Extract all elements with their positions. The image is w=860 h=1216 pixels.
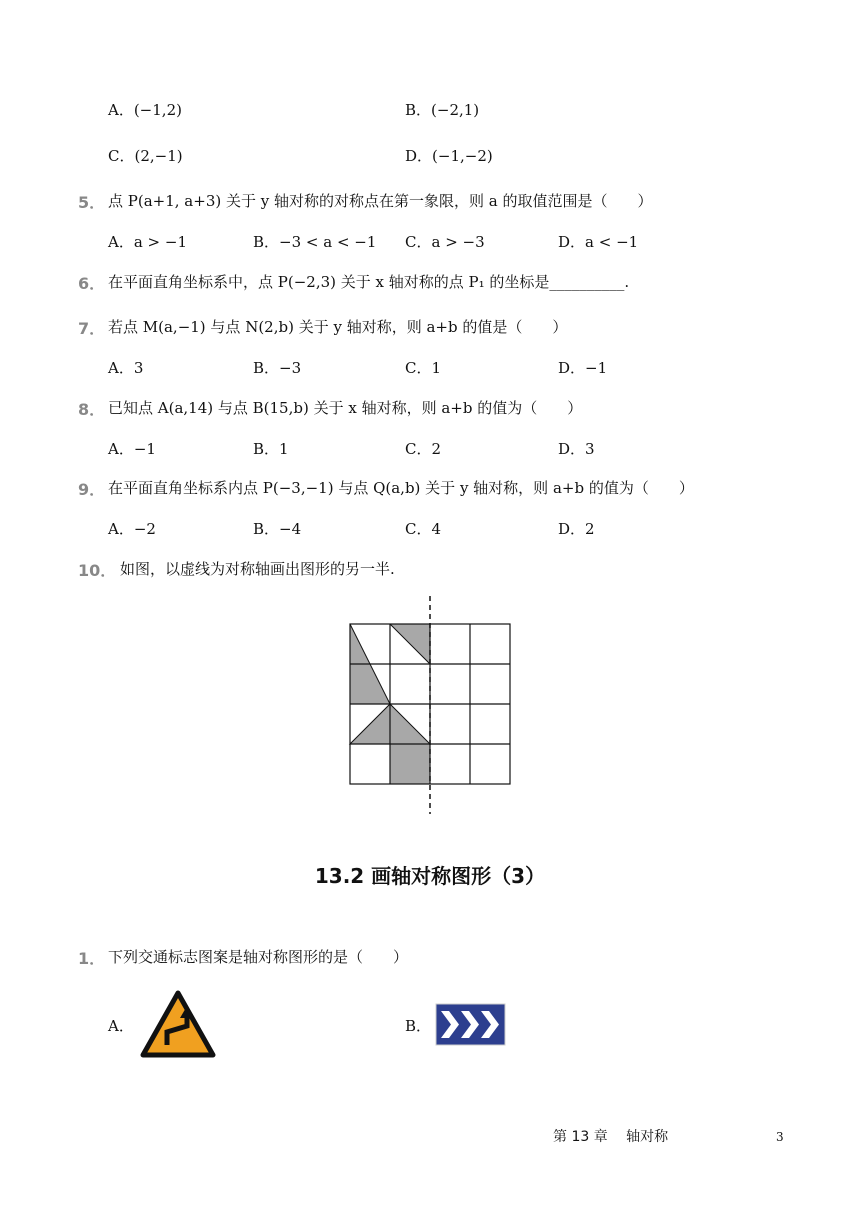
question-number: 7．: [78, 319, 106, 338]
question-number: 9．: [78, 480, 106, 499]
option-a: A．(−1,2): [108, 101, 182, 119]
zigzag-road-sign-icon: [140, 990, 216, 1058]
question-text: 在平面直角坐标系中，点 P(−2,3) 关于 x 轴对称的点 P₁ 的坐标是__________.: [108, 273, 630, 291]
option-a: A．a > −1: [108, 233, 187, 251]
option-d: D．2: [558, 520, 595, 538]
question-text: 如图，以虚线为对称轴画出图形的另一半.: [120, 560, 395, 578]
option-b: B．−4: [253, 520, 302, 538]
option-a: A．3: [108, 359, 144, 377]
question-text: 在平面直角坐标系内点 P(−3,−1) 与点 Q(a,b) 关于 y 轴对称，则 a+b 的值为（ ）: [108, 479, 694, 497]
option-c: C．a > −3: [405, 233, 485, 251]
option-a: A．−2: [108, 520, 156, 538]
section-title: 13.2 画轴对称图形（3）: [314, 864, 546, 888]
option-b-label: B．: [405, 1017, 432, 1035]
question-number: 8．: [78, 400, 106, 419]
option-b: B．1: [253, 440, 289, 458]
option-c: C．2: [405, 440, 442, 458]
shaded-triangle-mid-right: [390, 704, 430, 744]
option-d: D．−1: [558, 359, 608, 377]
option-b: B．(−2,1): [405, 101, 480, 119]
option-b: B．−3 < a < −1: [253, 233, 377, 251]
page-number: 3: [776, 1130, 784, 1144]
question-text: 若点 M(a,−1) 与点 N(2,b) 关于 y 轴对称，则 a+b 的值是（ ）: [108, 318, 568, 336]
question-text: 下列交通标志图案是轴对称图形的是（ ）: [108, 948, 409, 966]
question-text: 已知点 A(a,14) 与点 B(15,b) 关于 x 轴对称，则 a+b 的值为（ ）: [108, 399, 583, 417]
option-a-label: A．: [108, 1017, 134, 1035]
option-b: B．−3: [253, 359, 302, 377]
option-d: D．3: [558, 440, 595, 458]
question-text: 点 P(a+1, a+3) 关于 y 轴对称的对称点在第一象限，则 a 的取值范围是（ ）: [108, 192, 653, 210]
option-c: C．4: [405, 520, 442, 538]
shaded-square: [390, 744, 430, 784]
question-number: 1．: [78, 949, 106, 968]
option-c: C．1: [405, 359, 442, 377]
option-d: D．a < −1: [558, 233, 639, 251]
option-d: D．(−1,−2): [405, 147, 493, 165]
question-number: 10．: [78, 561, 117, 580]
footer-chapter: 第 13 章 轴对称: [553, 1129, 669, 1145]
option-c: C．(2,−1): [108, 147, 183, 165]
shaded-triangle-mid-left: [350, 704, 390, 744]
symmetry-grid-figure: [340, 594, 520, 816]
shaded-triangle-top: [390, 624, 430, 664]
question-number: 6．: [78, 274, 106, 293]
chevron-direction-sign-icon: [435, 1003, 506, 1046]
option-a: A．−1: [108, 440, 156, 458]
question-number: 5．: [78, 193, 106, 212]
